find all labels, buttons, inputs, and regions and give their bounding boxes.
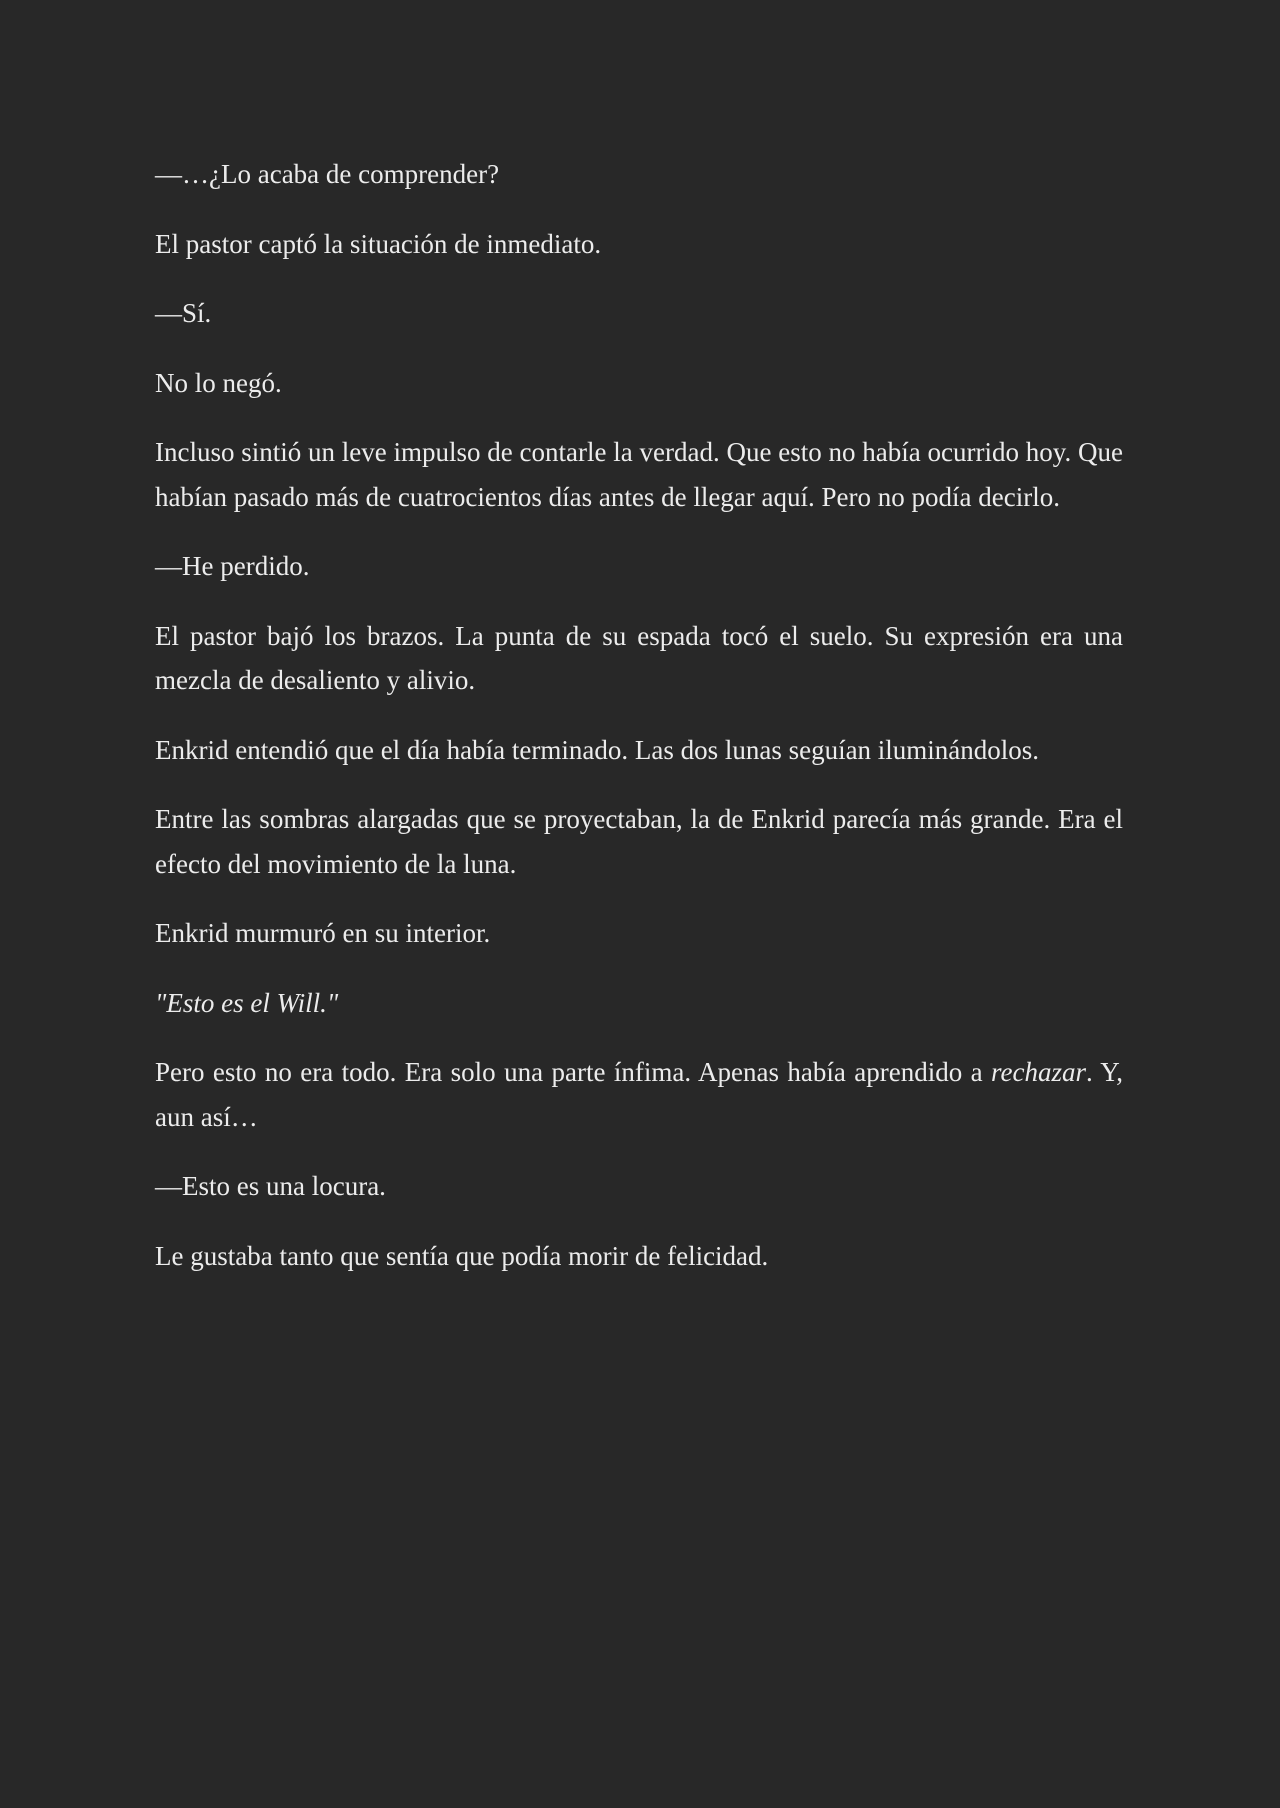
- paragraph: Enkrid murmuró en su interior.: [155, 918, 491, 948]
- paragraph: El pastor bajó los brazos. La punta de su espada tocó el suelo. Su expresión era una mezcla de desaliento y alivio.: [155, 620, 1123, 695]
- paragraph: [155, 1050, 1123, 1139]
- paragraph: —He perdido.: [155, 551, 310, 581]
- paragraph: —…¿Lo acaba de comprender?: [155, 159, 500, 189]
- italic-thought-paragraph: "Esto es el Will.": [155, 987, 339, 1018]
- chapter-text: [155, 152, 1123, 1278]
- paragraph: Entre las sombras alargadas que se proyectaban, la de Enkrid parecía más grande. Era el efecto del movimiento de la luna.: [155, 804, 1123, 879]
- paragraph: Le gustaba tanto que sentía que podía morir de felicidad.: [155, 1240, 769, 1271]
- paragraph-text-part: Pero esto no era todo. Era solo una parte ínfima. Apenas había aprendido a: [155, 1057, 992, 1087]
- paragraph: —Sí.: [155, 298, 212, 328]
- paragraph: No lo negó.: [155, 367, 282, 398]
- paragraph: Enkrid entendió que el día había terminado. Las dos lunas seguían iluminándolos.: [155, 734, 1040, 765]
- paragraph: El pastor captó la situación de inmediato.: [155, 228, 602, 259]
- paragraph: —Esto es una locura.: [155, 1171, 386, 1201]
- paragraph: Incluso sintió un leve impulso de contarle la verdad. Que esto no había ocurrido hoy. Que habían pasado más de cuatrocientos días antes de llegar aquí. Pero no podía decirlo.: [155, 437, 1123, 512]
- emphasis-word: rechazar: [991, 1057, 1087, 1087]
- paragraph-text-part: . Y, aun así…: [155, 1057, 1123, 1132]
